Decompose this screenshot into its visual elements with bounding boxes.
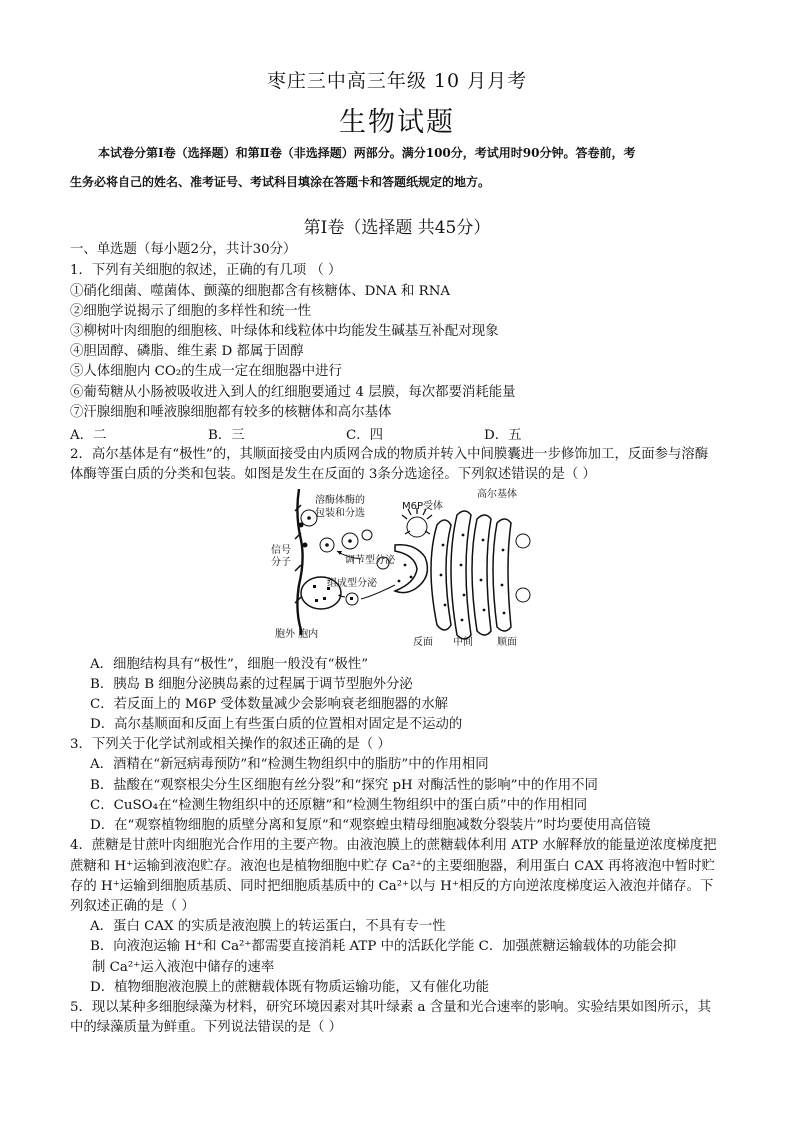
label-signal-molecule: 分子 — [271, 557, 291, 568]
q1-item-6: ⑥葡萄糖从小肠被吸收进入到人的红细胞要通过 4 层膜，每次都要消耗能量 — [70, 385, 516, 400]
q1-item-5: ⑤人体细胞内 CO₂的生成一定在细胞器中进行 — [70, 364, 342, 379]
label-cis-face: 顺面 — [497, 637, 517, 647]
q5-stem-line-2: 中的绿藻质量为鲜重。下列说法错误的是（ ） — [70, 1020, 343, 1035]
m6p-vesicle — [407, 517, 427, 537]
school-title: 枣庄三中高三年级 10 月月考 — [266, 70, 528, 92]
q4-stem-line-3: 存的 H⁺运输到细胞质基质、同时把细胞质基质中的 Ca²⁺以与 H⁺相反的方向逆浓度梯度运入液泡并储存。下 — [70, 879, 714, 894]
label-lysosome-sorting: 包装和分选 — [315, 508, 365, 519]
q1-item-3: ③柳树叶肉细胞的细胞核、叶绿体和线粒体中均能发生碱基互补配对现象 — [70, 324, 499, 339]
q3-option-b: B．盐酸在“观察根尖分生区细胞有丝分裂”和“探究 pH 对酶活性的影响”中的作用不同 — [90, 778, 598, 793]
cell-membrane — [297, 489, 302, 635]
q4-stem-line-4: 列叙述正确的是（ ） — [70, 899, 195, 914]
q1-item-7: ⑦汗腺细胞和唾液腺细胞都有较多的核糖体和高尔基体 — [70, 405, 392, 420]
golgi-trans-face — [395, 545, 427, 593]
label-trans-face: 反面 — [413, 637, 433, 647]
q3-option-d: D．在“观察植物细胞的质壁分离和复原”和“观察蝗虫精母细胞减数分裂装片”时均要使用高倍镜 — [90, 818, 651, 833]
q3-option-c: C．CuSO₄在“检测生物组织中的还原糖”和“检测生物组织中的蛋白质”中的作用相同 — [90, 798, 588, 813]
q4-stem-line-2: 蔗糖和 H⁺运输到液泡贮存。液泡也是植物细胞中贮存 Ca²⁺的主要细胞器，利用蛋白 CAX 再将液泡中暂时贮 — [70, 859, 715, 874]
label-golgi: 高尔基体 — [477, 489, 517, 500]
q5-stem-line-1: 5．现以某种多细胞绿藻为材料，研究环境因素对其叶绿素 a 含量和光合速率的影响。实验结果如图所示，其 — [70, 1000, 711, 1015]
q1-option-d: D．五 — [484, 428, 522, 443]
q1-item-2: ②细胞学说揭示了细胞的多样性和统一性 — [70, 304, 312, 319]
q2-stem-line-1: 2．高尔基体是有“极性”的，其顺面接受由内质网合成的物质并转入中间膜囊进一步修饰加工，反面参与溶酶 — [70, 447, 709, 462]
intro-line-1: 本试卷分第Ⅰ卷（选择题）和第Ⅱ卷（非选择题）两部分。满分100分，考试用时90分钟。答卷前，考 — [98, 146, 636, 160]
q4-option-a: A．蛋白 CAX 的实质是液泡膜上的转运蛋白，不具有专一性 — [90, 919, 446, 934]
vesicle — [362, 530, 372, 540]
q2-option-d: D．高尔基顺面和反面上有些蛋白质的位置相对固定是不运动的 — [90, 717, 463, 732]
label-outside-inside: 胞外 胞内 — [275, 629, 319, 640]
q2-option-a: A．细胞结构具有“极性”，细胞一般没有“极性” — [90, 657, 369, 672]
part-title: 一、单选题（每小题2分，共计30分） — [70, 242, 297, 257]
q4-option-c-continued: 制 Ca²⁺运入液泡中储存的速率 — [92, 960, 275, 975]
q3-stem: 3．下列关于化学试剂或相关操作的叙述正确的是（ ） — [70, 737, 391, 752]
q2-stem-line-2: 体酶等蛋白质的分类和包装。如图是发生在反面的 3条分选途径。下列叙述错误的是（ ） — [70, 467, 596, 482]
label-medial: 中间 — [453, 637, 473, 647]
q1-item-1: ①硝化细菌、噬菌体、颤藻的细胞都含有核糖体、DNA 和 RNA — [70, 284, 451, 299]
label-signal: 信号 — [271, 545, 291, 556]
q4-stem-line-1: 4．蔗糖是甘蔗叶肉细胞光合作用的主要产物。由液泡膜上的蔗糖载体利用 ATP 水解释放的能量逆浓度梯度把 — [70, 838, 717, 853]
q4-option-bc: B．向液泡运输 H⁺和 Ca²⁺都需要直接消耗 ATP 中的活跃化学能 C．加强蔗糖运输载体的功能会抑 — [90, 939, 677, 954]
intro-line-2: 生务必将自己的姓名、准考证号、考试科目填涂在答题卡和答题纸规定的地方。 — [70, 175, 491, 189]
label-lysosome-enzyme: 溶酶体酶的 — [315, 495, 365, 506]
q1-item-4: ④胆固醇、磷脂、维生素 D 都属于固醇 — [70, 344, 304, 359]
section-title: 第Ⅰ卷（选择题 共45分） — [303, 218, 491, 238]
q1-option-c: C．四 — [346, 428, 384, 443]
q1-option-a: A．二 — [70, 428, 107, 443]
subject-title: 生物试题 — [339, 107, 455, 138]
golgi-diagram — [265, 485, 555, 647]
q1-option-b: B．三 — [208, 428, 245, 443]
q3-option-a: A．酒精在“新冠病毒预防”和“检测生物组织中的脂肪”中的作用相同 — [90, 757, 489, 772]
label-constitutive-secretion: 组成型分泌 — [327, 578, 377, 589]
q2-option-c: C．若反面上的 M6P 受体数量减少会影响衰老细胞器的水解 — [90, 697, 448, 712]
q2-option-b: B．胰岛 B 细胞分泌胰岛素的过程属于调节型胞外分泌 — [90, 677, 413, 692]
q4-option-d: D．植物细胞液泡膜上的蔗糖载体既有物质运输功能，又有催化功能 — [90, 980, 490, 995]
label-m6p-receptor: M6P受体 — [402, 501, 444, 512]
label-regulated-secretion: 调节型分泌 — [345, 555, 395, 566]
q1-stem: 1．下列有关细胞的叙述，正确的有几项 （ ） — [70, 263, 342, 278]
